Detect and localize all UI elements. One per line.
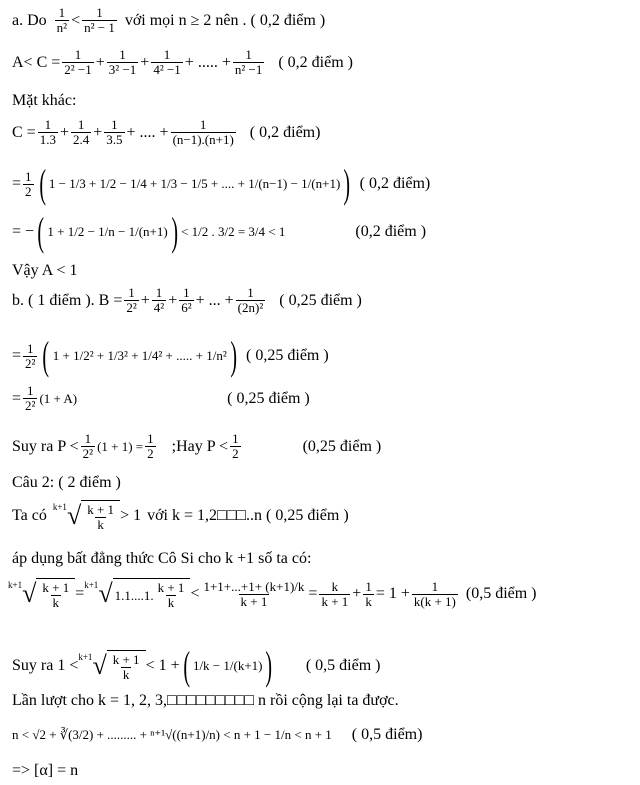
line-c-telescoping: = $\frac{1}{2}$ ( 1 − 1/3 + 1/2 − 1/4 + 1/3 − 1/5 + .... + 1/(n−1) − 1/(n+1) ) ( 0,2 điểm) bbox=[12, 161, 431, 206]
fraction: $\frac{1}{(n-1).(n+1)}$ bbox=[172, 117, 234, 147]
score-label: ( 0,25 điểm ) bbox=[227, 389, 310, 407]
line-a-less-c: A< C = $\frac{1}{\text{2² −1}}$ + $\frac{1}{\text{3² −1}}$ + $\frac{1}{\text{4² −1}}$ + ..... + $\frac{1}{\text{n² −1}}$ ( 0,2 điểm ) bbox=[12, 47, 353, 77]
line-b-definition: b. ( 1 điểm ). B = $\frac{1}{\text{2²}}$ + $\frac{1}{\text{4²}}$ + $\frac{1}{\text{6²}}$ + ... + $\frac{1}{\text{(2n)²}}$ ( 0,25 điểm ) bbox=[12, 285, 362, 315]
fraction: $\frac{1}{1.3}$ bbox=[39, 117, 56, 147]
line-b-1-plus-a: = $\frac{1}{\text{2²}}$ (1 + A) ( 0,25 điểm ) bbox=[12, 383, 310, 413]
fraction: $\frac{1}{\text{(2n)²}}$ bbox=[237, 285, 264, 315]
line-ta-co: Ta có k+1 √ $\frac{k + 1}{k}$ > 1 với k = 1,2□□□..n ( 0,25 điểm ) bbox=[12, 501, 349, 532]
line-c-sum: C = $\frac{1}{1.3}$ + $\frac{1}{2.4}$ + $\frac{1}{3.5}$ + .... + $\frac{1}{(n-1).(n+1)}$ ( 0,2 điểm) bbox=[12, 117, 321, 147]
fraction: $\frac{1}{3.5}$ bbox=[106, 117, 123, 147]
score-label: ( 0,2 điểm) bbox=[359, 175, 431, 192]
radical: k+1 √ $\frac{k + 1}{k}$ bbox=[53, 500, 120, 532]
line-b-factor: = $\frac{1}{\text{2²}}$ ( 1 + 1/2² + 1/3² + 1/4² + ..... + 1/n² ) ( 0,25 điểm ) bbox=[12, 333, 329, 378]
line-cosi-inequality: k+1 √ $\frac{k + 1}{k}$ = k+1 √ 1.1....1. $\frac{k + 1}{k}$ < $\frac{1+1+...+1+ (k+1)/k}{k + 1}$ = $\frac{k}{k + 1}$ + $\frac{1}{k}$ = 1 + $\frac{1}{k(k + 1)}$ (0,5 điểm ) bbox=[8, 578, 537, 610]
line-lan-luot: Lần lượt cho k = 1, 2, 3,□□□□□□□□□ n rồi cộng lại ta được. bbox=[12, 692, 399, 709]
score-label: ( 0,5 điểm ) bbox=[305, 657, 381, 674]
fraction: $\frac{1}{k(k + 1)}$ bbox=[413, 578, 456, 609]
radical: k+1 √ 1.1....1. $\frac{k + 1}{k}$ bbox=[84, 578, 190, 610]
fraction: $\frac{1}{\text{n² −1}}$ bbox=[234, 47, 263, 77]
line-result: => [α] = n bbox=[12, 762, 79, 779]
fraction: $\frac{1}{2}$ bbox=[25, 168, 32, 199]
score-label: (0,25 điểm ) bbox=[302, 437, 382, 455]
line-suy-ra: Suy ra 1 < k+1 √ $\frac{k + 1}{k}$ < 1 + ( 1/k − 1/(k+1) ) ( 0,5 điểm ) bbox=[12, 643, 381, 688]
fraction: $\frac{1}{\text{4²}}$ bbox=[153, 285, 165, 315]
fraction: $\frac{1}{\text{6²}}$ bbox=[181, 285, 192, 315]
fraction: $\frac{1}{\text{2²}}$ bbox=[82, 431, 94, 461]
line-cosi: áp dụng bất đẳng thức Cô Si cho k +1 số ta có: bbox=[12, 550, 312, 567]
fraction: $\frac{k}{k + 1}$ bbox=[321, 578, 349, 609]
score-label: ( 0,25 điểm ) bbox=[279, 291, 362, 309]
radical: k+1 √ $\frac{k + 1}{k}$ bbox=[78, 650, 145, 682]
radical: k+1 √ $\frac{k + 1}{k}$ bbox=[8, 578, 75, 610]
score-label: ( 0,2 điểm ) bbox=[278, 53, 353, 71]
fraction: $\frac{1}{\text{3² −1}}$ bbox=[108, 47, 137, 77]
score-label: (0,2 điểm ) bbox=[355, 223, 427, 240]
fraction: $\frac{1}{\text{n² − 1}}$ bbox=[84, 5, 115, 35]
fraction: $\frac{1}{\text{n²}}$ bbox=[56, 5, 68, 35]
fraction: $\frac{1}{\text{2²}}$ bbox=[25, 383, 36, 413]
line-p-bound: Suy ra P < $\frac{1}{\text{2²}}$ (1 + 1) = $\frac{1}{2}$ ;Hay P < $\frac{1}{2}$ (0,25 điểm ) bbox=[12, 431, 382, 461]
text: với mọi n ≥ 2 nên . ( 0,2 điểm ) bbox=[124, 11, 326, 29]
line-c-bound: = − ( 1 + 1/2 − 1/n − 1/(n+1) ) < 1/2 . 3/2 = 3/4 < 1 (0,2 điểm ) bbox=[12, 209, 427, 254]
line-cau-2: Câu 2: ( 2 điểm ) bbox=[12, 474, 121, 491]
fraction: $\frac{1}{k}$ bbox=[365, 578, 372, 609]
fraction: $\frac{1}{\text{2²}}$ bbox=[126, 285, 137, 315]
line-mat-khac: Mặt khác: bbox=[12, 92, 77, 109]
line-final-bound: n < √2 + ∛(3/2) + ......... + ⁿ⁺¹√((n+1)/n) < n + 1 − 1/n < n + 1 ( 0,5 điểm) bbox=[12, 726, 423, 743]
text: a. Do bbox=[12, 11, 47, 29]
fraction: $\frac{1}{2}$ bbox=[147, 431, 154, 461]
fraction: $\frac{1}{\text{2²}}$ bbox=[25, 340, 36, 371]
fraction: $\frac{1}{2.4}$ bbox=[72, 117, 90, 147]
fraction: $\frac{1}{2}$ bbox=[232, 431, 239, 461]
score-label: (0,5 điểm ) bbox=[465, 585, 537, 602]
score-label: ( 0,25 điểm ) bbox=[246, 347, 329, 364]
fraction: $\frac{1}{\text{2² −1}}$ bbox=[64, 47, 92, 77]
score-label: ( 0,5 điểm) bbox=[351, 726, 423, 743]
line-a-intro: a. Do $\frac{1}{\text{n²}}$ < $\frac{1}{\text{n² − 1}}$ với mọi n ≥ 2 nên . ( 0,2 điểm ) bbox=[12, 5, 326, 35]
fraction: $\frac{1+1+...+1+ (k+1)/k}{k + 1}$ bbox=[203, 578, 305, 609]
line-conclusion-a: Vậy A < 1 bbox=[12, 262, 78, 279]
fraction: $\frac{1}{\text{4² −1}}$ bbox=[153, 47, 181, 77]
score-label: ( 0,2 điểm) bbox=[249, 123, 321, 141]
